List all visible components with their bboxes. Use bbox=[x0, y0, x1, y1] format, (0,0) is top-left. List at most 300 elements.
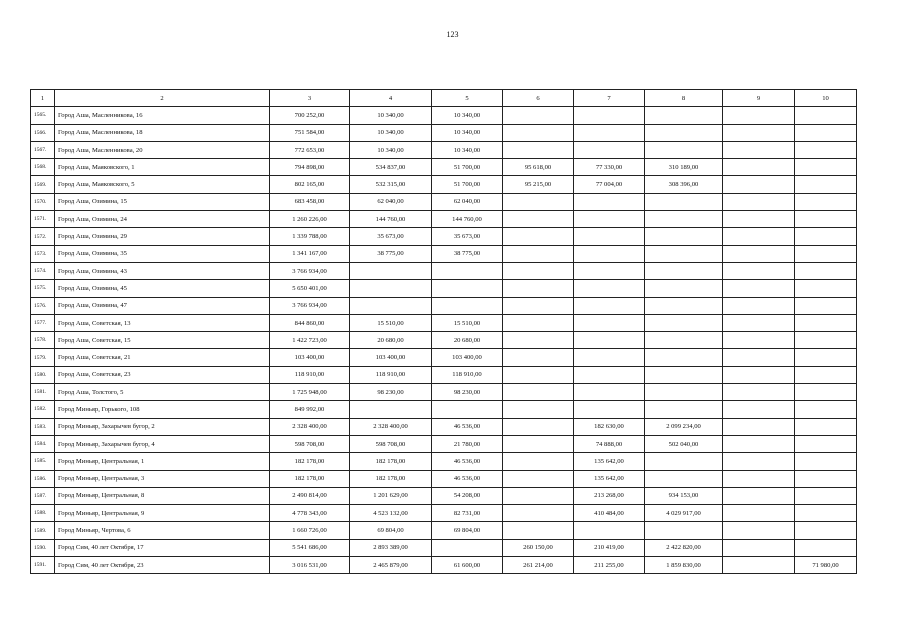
value-cell: 844 860,00 bbox=[270, 314, 350, 331]
value-cell bbox=[795, 211, 857, 228]
address-cell: Город Аша, Озимина, 43 bbox=[55, 262, 270, 279]
address-cell: Город Аша, Масленникова, 16 bbox=[55, 107, 270, 124]
value-cell bbox=[795, 539, 857, 556]
value-cell: 10 340,00 bbox=[432, 124, 503, 141]
value-cell bbox=[574, 297, 645, 314]
address-cell: Город Аша, Советская, 23 bbox=[55, 366, 270, 383]
row-number-cell: 1571. bbox=[31, 211, 55, 228]
row-number-cell: 1567. bbox=[31, 141, 55, 158]
value-cell bbox=[645, 262, 723, 279]
address-cell: Город Аша, Озимина, 15 bbox=[55, 193, 270, 210]
address-cell: Город Аша, Озимина, 45 bbox=[55, 280, 270, 297]
table-row bbox=[31, 228, 857, 245]
table-row bbox=[31, 557, 857, 574]
table-row bbox=[31, 366, 857, 383]
value-cell bbox=[503, 435, 574, 452]
value-cell: 62 040,00 bbox=[432, 193, 503, 210]
value-cell bbox=[645, 297, 723, 314]
data-table bbox=[30, 89, 857, 574]
header-row bbox=[31, 90, 857, 107]
value-cell bbox=[645, 141, 723, 158]
value-cell: 598 708,00 bbox=[270, 435, 350, 452]
address-cell: Город Аша, Советская, 13 bbox=[55, 314, 270, 331]
value-cell bbox=[795, 384, 857, 401]
column-header: 9 bbox=[723, 90, 795, 107]
table-row bbox=[31, 280, 857, 297]
row-number-cell: 1581. bbox=[31, 384, 55, 401]
value-cell bbox=[574, 314, 645, 331]
value-cell bbox=[503, 314, 574, 331]
value-cell: 2 328 400,00 bbox=[270, 418, 350, 435]
value-cell: 103 400,00 bbox=[350, 349, 432, 366]
value-cell: 69 804,00 bbox=[350, 522, 432, 539]
value-cell: 10 340,00 bbox=[432, 141, 503, 158]
value-cell bbox=[795, 159, 857, 176]
value-cell bbox=[723, 539, 795, 556]
value-cell: 10 340,00 bbox=[350, 107, 432, 124]
address-cell: Город Сим, 40 лет Октября, 23 bbox=[55, 557, 270, 574]
value-cell bbox=[574, 211, 645, 228]
address-cell: Город Миньяр, Захарычев бугор, 4 bbox=[55, 435, 270, 452]
value-cell bbox=[503, 245, 574, 262]
value-cell: 118 910,00 bbox=[432, 366, 503, 383]
value-cell: 532 315,00 bbox=[350, 176, 432, 193]
value-cell: 35 673,00 bbox=[350, 228, 432, 245]
value-cell bbox=[723, 522, 795, 539]
value-cell bbox=[723, 141, 795, 158]
value-cell: 502 040,00 bbox=[645, 435, 723, 452]
row-number-cell: 1586. bbox=[31, 470, 55, 487]
table-row bbox=[31, 418, 857, 435]
column-header: 8 bbox=[645, 90, 723, 107]
address-cell: Город Аша, Озимина, 29 bbox=[55, 228, 270, 245]
value-cell bbox=[795, 176, 857, 193]
row-number-cell: 1569. bbox=[31, 176, 55, 193]
value-cell: 794 898,00 bbox=[270, 159, 350, 176]
value-cell bbox=[645, 384, 723, 401]
column-header: 10 bbox=[795, 90, 857, 107]
value-cell: 98 230,00 bbox=[432, 384, 503, 401]
row-number-cell: 1584. bbox=[31, 435, 55, 452]
value-cell bbox=[574, 349, 645, 366]
value-cell: 51 700,00 bbox=[432, 176, 503, 193]
value-cell bbox=[645, 193, 723, 210]
row-number-cell: 1588. bbox=[31, 505, 55, 522]
value-cell: 10 340,00 bbox=[350, 124, 432, 141]
table-row bbox=[31, 176, 857, 193]
value-cell bbox=[645, 453, 723, 470]
table-row bbox=[31, 141, 857, 158]
value-cell: 4 778 343,00 bbox=[270, 505, 350, 522]
value-cell: 1 422 723,00 bbox=[270, 332, 350, 349]
address-cell: Город Миньяр, Центральная, 3 bbox=[55, 470, 270, 487]
value-cell bbox=[503, 211, 574, 228]
value-cell bbox=[795, 297, 857, 314]
value-cell bbox=[574, 522, 645, 539]
address-cell: Город Аша, Толстого, 5 bbox=[55, 384, 270, 401]
value-cell: 182 630,00 bbox=[574, 418, 645, 435]
value-cell bbox=[503, 107, 574, 124]
row-number-cell: 1585. bbox=[31, 453, 55, 470]
value-cell: 3 766 934,00 bbox=[270, 297, 350, 314]
value-cell: 534 837,00 bbox=[350, 159, 432, 176]
value-cell bbox=[723, 280, 795, 297]
table-row bbox=[31, 262, 857, 279]
row-number-cell: 1568. bbox=[31, 159, 55, 176]
value-cell bbox=[574, 193, 645, 210]
value-cell: 74 888,00 bbox=[574, 435, 645, 452]
value-cell: 20 680,00 bbox=[432, 332, 503, 349]
value-cell: 210 419,00 bbox=[574, 539, 645, 556]
address-cell: Город Миньяр, Центральная, 8 bbox=[55, 487, 270, 504]
value-cell: 15 510,00 bbox=[350, 314, 432, 331]
table-row bbox=[31, 314, 857, 331]
value-cell: 144 760,00 bbox=[432, 211, 503, 228]
value-cell: 118 910,00 bbox=[270, 366, 350, 383]
value-cell bbox=[503, 124, 574, 141]
value-cell bbox=[795, 228, 857, 245]
value-cell bbox=[574, 141, 645, 158]
value-cell bbox=[503, 384, 574, 401]
value-cell: 2 422 820,00 bbox=[645, 539, 723, 556]
table-row bbox=[31, 193, 857, 210]
value-cell bbox=[645, 401, 723, 418]
value-cell bbox=[795, 124, 857, 141]
value-cell: 54 208,00 bbox=[432, 487, 503, 504]
value-cell bbox=[723, 245, 795, 262]
value-cell bbox=[574, 401, 645, 418]
value-cell: 849 992,00 bbox=[270, 401, 350, 418]
value-cell: 1 341 167,00 bbox=[270, 245, 350, 262]
address-cell: Город Аша, Озимина, 47 bbox=[55, 297, 270, 314]
value-cell bbox=[503, 228, 574, 245]
value-cell bbox=[503, 453, 574, 470]
value-cell bbox=[723, 453, 795, 470]
value-cell bbox=[795, 522, 857, 539]
value-cell bbox=[795, 487, 857, 504]
value-cell bbox=[432, 401, 503, 418]
value-cell: 182 178,00 bbox=[350, 453, 432, 470]
value-cell bbox=[723, 159, 795, 176]
value-cell: 61 600,00 bbox=[432, 557, 503, 574]
address-cell: Город Аша, Озимина, 35 bbox=[55, 245, 270, 262]
value-cell bbox=[723, 314, 795, 331]
value-cell bbox=[795, 505, 857, 522]
value-cell: 182 178,00 bbox=[270, 470, 350, 487]
table-row bbox=[31, 107, 857, 124]
value-cell: 3 016 531,00 bbox=[270, 557, 350, 574]
value-cell bbox=[723, 505, 795, 522]
value-cell: 772 653,00 bbox=[270, 141, 350, 158]
column-header: 5 bbox=[432, 90, 503, 107]
value-cell bbox=[503, 366, 574, 383]
value-cell bbox=[574, 245, 645, 262]
row-number-cell: 1583. bbox=[31, 418, 55, 435]
value-cell: 51 700,00 bbox=[432, 159, 503, 176]
value-cell: 103 400,00 bbox=[432, 349, 503, 366]
value-cell bbox=[723, 435, 795, 452]
value-cell: 3 766 934,00 bbox=[270, 262, 350, 279]
value-cell bbox=[503, 141, 574, 158]
value-cell: 5 650 401,00 bbox=[270, 280, 350, 297]
table-row bbox=[31, 401, 857, 418]
row-number-cell: 1574. bbox=[31, 262, 55, 279]
value-cell bbox=[723, 228, 795, 245]
value-cell bbox=[503, 487, 574, 504]
table-body bbox=[31, 107, 857, 574]
value-cell bbox=[795, 280, 857, 297]
address-cell: Город Миньяр, Захарычев бугор, 2 bbox=[55, 418, 270, 435]
value-cell bbox=[645, 470, 723, 487]
value-cell bbox=[723, 401, 795, 418]
value-cell bbox=[574, 366, 645, 383]
column-header: 7 bbox=[574, 90, 645, 107]
table-row bbox=[31, 124, 857, 141]
address-cell: Город Миньяр, Горького, 108 bbox=[55, 401, 270, 418]
value-cell bbox=[795, 332, 857, 349]
table-row bbox=[31, 349, 857, 366]
row-number-cell: 1587. bbox=[31, 487, 55, 504]
address-cell: Город Аша, Масленникова, 18 bbox=[55, 124, 270, 141]
column-header: 1 bbox=[31, 90, 55, 107]
value-cell bbox=[350, 297, 432, 314]
value-cell bbox=[795, 245, 857, 262]
table-row bbox=[31, 435, 857, 452]
address-cell: Город Аша, Маяковского, 1 bbox=[55, 159, 270, 176]
row-number-cell: 1565. bbox=[31, 107, 55, 124]
value-cell bbox=[723, 487, 795, 504]
value-cell: 38 775,00 bbox=[350, 245, 432, 262]
value-cell: 213 268,00 bbox=[574, 487, 645, 504]
value-cell bbox=[503, 505, 574, 522]
value-cell: 410 484,00 bbox=[574, 505, 645, 522]
value-cell: 46 536,00 bbox=[432, 453, 503, 470]
value-cell bbox=[795, 418, 857, 435]
address-cell: Город Миньяр, Чертова, 6 bbox=[55, 522, 270, 539]
value-cell: 934 153,00 bbox=[645, 487, 723, 504]
value-cell: 71 980,00 bbox=[795, 557, 857, 574]
value-cell bbox=[723, 297, 795, 314]
value-cell bbox=[723, 557, 795, 574]
table-row bbox=[31, 522, 857, 539]
value-cell: 260 150,00 bbox=[503, 539, 574, 556]
value-cell bbox=[350, 401, 432, 418]
value-cell: 4 523 132,00 bbox=[350, 505, 432, 522]
value-cell bbox=[503, 470, 574, 487]
value-cell: 144 760,00 bbox=[350, 211, 432, 228]
value-cell bbox=[645, 228, 723, 245]
value-cell: 211 255,00 bbox=[574, 557, 645, 574]
table-row bbox=[31, 245, 857, 262]
address-cell: Город Миньяр, Центральная, 9 bbox=[55, 505, 270, 522]
value-cell: 4 029 917,00 bbox=[645, 505, 723, 522]
value-cell bbox=[503, 332, 574, 349]
address-cell: Город Аша, Озимина, 24 bbox=[55, 211, 270, 228]
value-cell bbox=[723, 349, 795, 366]
value-cell: 95 618,00 bbox=[503, 159, 574, 176]
address-cell: Город Сим, 40 лет Октября, 17 bbox=[55, 539, 270, 556]
value-cell bbox=[723, 366, 795, 383]
table-row bbox=[31, 505, 857, 522]
value-cell bbox=[574, 332, 645, 349]
value-cell bbox=[723, 332, 795, 349]
value-cell: 2 893 389,00 bbox=[350, 539, 432, 556]
value-cell bbox=[723, 176, 795, 193]
value-cell bbox=[574, 280, 645, 297]
table-row bbox=[31, 211, 857, 228]
address-cell: Город Аша, Советская, 21 bbox=[55, 349, 270, 366]
value-cell bbox=[723, 193, 795, 210]
value-cell: 77 004,00 bbox=[574, 176, 645, 193]
value-cell bbox=[350, 280, 432, 297]
address-cell: Город Аша, Масленникова, 20 bbox=[55, 141, 270, 158]
value-cell bbox=[574, 262, 645, 279]
value-cell bbox=[503, 522, 574, 539]
row-number-cell: 1591. bbox=[31, 557, 55, 574]
value-cell: 21 780,00 bbox=[432, 435, 503, 452]
value-cell bbox=[723, 124, 795, 141]
table-row bbox=[31, 159, 857, 176]
column-header: 3 bbox=[270, 90, 350, 107]
value-cell bbox=[432, 280, 503, 297]
value-cell bbox=[723, 384, 795, 401]
value-cell: 15 510,00 bbox=[432, 314, 503, 331]
table-row bbox=[31, 332, 857, 349]
page-number: 123 bbox=[446, 30, 459, 39]
value-cell bbox=[795, 349, 857, 366]
value-cell bbox=[795, 107, 857, 124]
table-row bbox=[31, 297, 857, 314]
address-cell: Город Аша, Советская, 15 bbox=[55, 332, 270, 349]
value-cell: 35 673,00 bbox=[432, 228, 503, 245]
value-cell bbox=[795, 141, 857, 158]
value-cell: 1 725 948,00 bbox=[270, 384, 350, 401]
row-number-cell: 1580. bbox=[31, 366, 55, 383]
value-cell bbox=[574, 384, 645, 401]
value-cell: 261 214,00 bbox=[503, 557, 574, 574]
value-cell bbox=[574, 107, 645, 124]
value-cell: 2 465 879,00 bbox=[350, 557, 432, 574]
value-cell: 1 260 226,00 bbox=[270, 211, 350, 228]
value-cell bbox=[645, 245, 723, 262]
value-cell bbox=[795, 435, 857, 452]
table-row bbox=[31, 470, 857, 487]
value-cell: 751 584,00 bbox=[270, 124, 350, 141]
value-cell: 10 340,00 bbox=[350, 141, 432, 158]
table-row bbox=[31, 453, 857, 470]
value-cell: 5 541 686,00 bbox=[270, 539, 350, 556]
row-number-cell: 1566. bbox=[31, 124, 55, 141]
value-cell: 98 230,00 bbox=[350, 384, 432, 401]
value-cell: 95 215,00 bbox=[503, 176, 574, 193]
value-cell bbox=[645, 280, 723, 297]
value-cell bbox=[645, 366, 723, 383]
address-cell: Город Аша, Маяковского, 5 bbox=[55, 176, 270, 193]
value-cell: 1 201 629,00 bbox=[350, 487, 432, 504]
row-number-cell: 1570. bbox=[31, 193, 55, 210]
value-cell bbox=[645, 124, 723, 141]
table-row bbox=[31, 384, 857, 401]
row-number-cell: 1572. bbox=[31, 228, 55, 245]
value-cell bbox=[574, 124, 645, 141]
value-cell bbox=[503, 193, 574, 210]
value-cell bbox=[795, 453, 857, 470]
column-header: 4 bbox=[350, 90, 432, 107]
row-number-cell: 1582. bbox=[31, 401, 55, 418]
value-cell: 2 490 814,00 bbox=[270, 487, 350, 504]
table-row bbox=[31, 487, 857, 504]
row-number-cell: 1573. bbox=[31, 245, 55, 262]
value-cell bbox=[645, 349, 723, 366]
value-cell bbox=[574, 228, 645, 245]
value-cell: 103 400,00 bbox=[270, 349, 350, 366]
value-cell: 310 189,00 bbox=[645, 159, 723, 176]
row-number-cell: 1578. bbox=[31, 332, 55, 349]
value-cell: 38 775,00 bbox=[432, 245, 503, 262]
value-cell bbox=[795, 470, 857, 487]
value-cell: 1 339 788,00 bbox=[270, 228, 350, 245]
column-header: 6 bbox=[503, 90, 574, 107]
value-cell bbox=[723, 107, 795, 124]
value-cell: 2 099 234,00 bbox=[645, 418, 723, 435]
row-number-cell: 1579. bbox=[31, 349, 55, 366]
row-number-cell: 1589. bbox=[31, 522, 55, 539]
column-header: 2 bbox=[55, 90, 270, 107]
value-cell: 182 178,00 bbox=[270, 453, 350, 470]
value-cell bbox=[432, 539, 503, 556]
value-cell: 2 328 400,00 bbox=[350, 418, 432, 435]
value-cell bbox=[503, 401, 574, 418]
value-cell bbox=[795, 262, 857, 279]
value-cell bbox=[795, 314, 857, 331]
value-cell: 802 165,00 bbox=[270, 176, 350, 193]
value-cell: 135 642,00 bbox=[574, 470, 645, 487]
value-cell bbox=[645, 107, 723, 124]
value-cell: 46 536,00 bbox=[432, 418, 503, 435]
value-cell: 683 458,00 bbox=[270, 193, 350, 210]
row-number-cell: 1590. bbox=[31, 539, 55, 556]
value-cell: 69 804,00 bbox=[432, 522, 503, 539]
value-cell bbox=[795, 401, 857, 418]
value-cell: 82 731,00 bbox=[432, 505, 503, 522]
value-cell bbox=[503, 280, 574, 297]
row-number-cell: 1575. bbox=[31, 280, 55, 297]
value-cell: 77 330,00 bbox=[574, 159, 645, 176]
value-cell bbox=[645, 211, 723, 228]
value-cell bbox=[795, 193, 857, 210]
value-cell: 1 660 726,00 bbox=[270, 522, 350, 539]
value-cell: 182 178,00 bbox=[350, 470, 432, 487]
row-number-cell: 1577. bbox=[31, 314, 55, 331]
value-cell: 46 536,00 bbox=[432, 470, 503, 487]
value-cell: 308 396,00 bbox=[645, 176, 723, 193]
value-cell: 700 252,00 bbox=[270, 107, 350, 124]
value-cell bbox=[723, 470, 795, 487]
value-cell bbox=[503, 262, 574, 279]
value-cell: 1 859 830,00 bbox=[645, 557, 723, 574]
row-number-cell: 1576. bbox=[31, 297, 55, 314]
value-cell: 118 910,00 bbox=[350, 366, 432, 383]
value-cell: 20 680,00 bbox=[350, 332, 432, 349]
value-cell: 598 708,00 bbox=[350, 435, 432, 452]
value-cell bbox=[645, 522, 723, 539]
value-cell: 10 340,00 bbox=[432, 107, 503, 124]
value-cell bbox=[350, 262, 432, 279]
value-cell: 135 642,00 bbox=[574, 453, 645, 470]
value-cell bbox=[723, 418, 795, 435]
value-cell bbox=[795, 366, 857, 383]
value-cell bbox=[503, 349, 574, 366]
